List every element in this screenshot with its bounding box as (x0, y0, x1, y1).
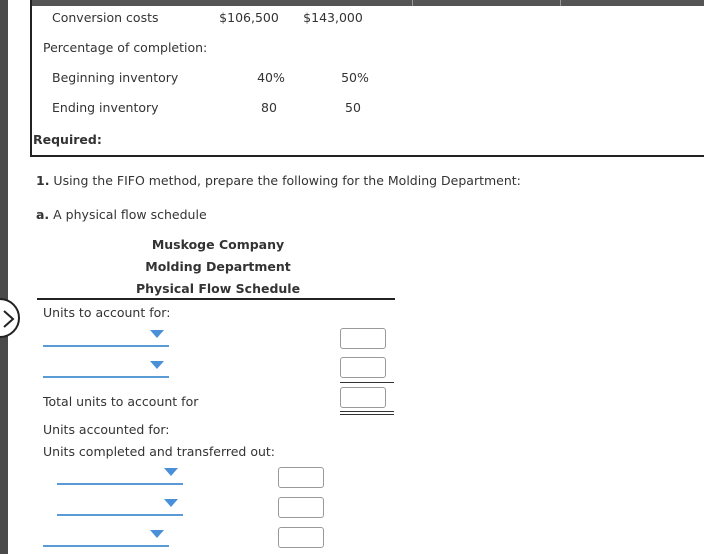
units-completed-dropdown-2[interactable] (57, 496, 183, 516)
caret-down-icon (164, 499, 178, 507)
conversion-costs-col2: $143,000 (303, 10, 363, 25)
question-number: 1. (36, 173, 50, 188)
question-1 (36, 173, 521, 188)
units-completed-dropdown-3[interactable] (43, 527, 169, 547)
total-units-input[interactable] (340, 387, 386, 408)
percentage-completion-label: Percentage of completion: (43, 40, 208, 55)
chevron-right-icon (2, 310, 16, 328)
ending-inventory-label: Ending inventory (52, 100, 159, 115)
beginning-inventory-col2: 50% (341, 70, 369, 85)
ending-inventory-col1: 80 (261, 100, 277, 115)
beginning-inventory-col1: 40% (257, 70, 285, 85)
ending-inventory-col2: 50 (345, 100, 361, 115)
units-accounted-label: Units accounted for: (43, 422, 170, 437)
caret-down-icon (164, 468, 178, 476)
next-nav-button[interactable] (0, 298, 20, 338)
units-completed-input-3[interactable] (278, 527, 324, 548)
subtotal-underline (340, 382, 394, 383)
units-to-account-dropdown-1[interactable] (43, 327, 169, 347)
units-completed-input-2[interactable] (278, 497, 324, 518)
total-double-underline-bottom (340, 414, 394, 415)
total-double-underline-top (340, 411, 394, 412)
part-text: A physical flow schedule (49, 207, 207, 222)
total-units-label: Total units to account for (43, 394, 199, 409)
units-to-account-label: Units to account for: (43, 305, 171, 320)
left-sidebar-strip (0, 0, 8, 554)
part-letter: a. (36, 207, 50, 222)
units-completed-dropdown-1[interactable] (57, 465, 183, 485)
units-completed-label: Units completed and transferred out: (43, 444, 276, 459)
schedule-header-rule (37, 298, 395, 300)
units-to-account-input-2[interactable] (340, 357, 386, 378)
caret-down-icon (150, 530, 164, 538)
schedule-company: Muskoge Company (151, 237, 285, 252)
caret-down-icon (150, 361, 164, 369)
conversion-costs-label: Conversion costs (52, 10, 159, 25)
conversion-costs-col1: $106,500 (219, 10, 279, 25)
units-to-account-dropdown-2[interactable] (43, 358, 169, 378)
caret-down-icon (150, 330, 164, 338)
question-part-a (36, 207, 207, 222)
units-to-account-input-1[interactable] (340, 328, 386, 349)
schedule-title: Physical Flow Schedule (135, 281, 301, 296)
schedule-department: Molding Department (145, 259, 291, 274)
required-heading: Required: (33, 132, 102, 147)
question-text: Using the FIFO method, prepare the following for the Molding Department: (49, 173, 521, 188)
units-completed-input-1[interactable] (278, 467, 324, 488)
beginning-inventory-label: Beginning inventory (52, 70, 179, 85)
